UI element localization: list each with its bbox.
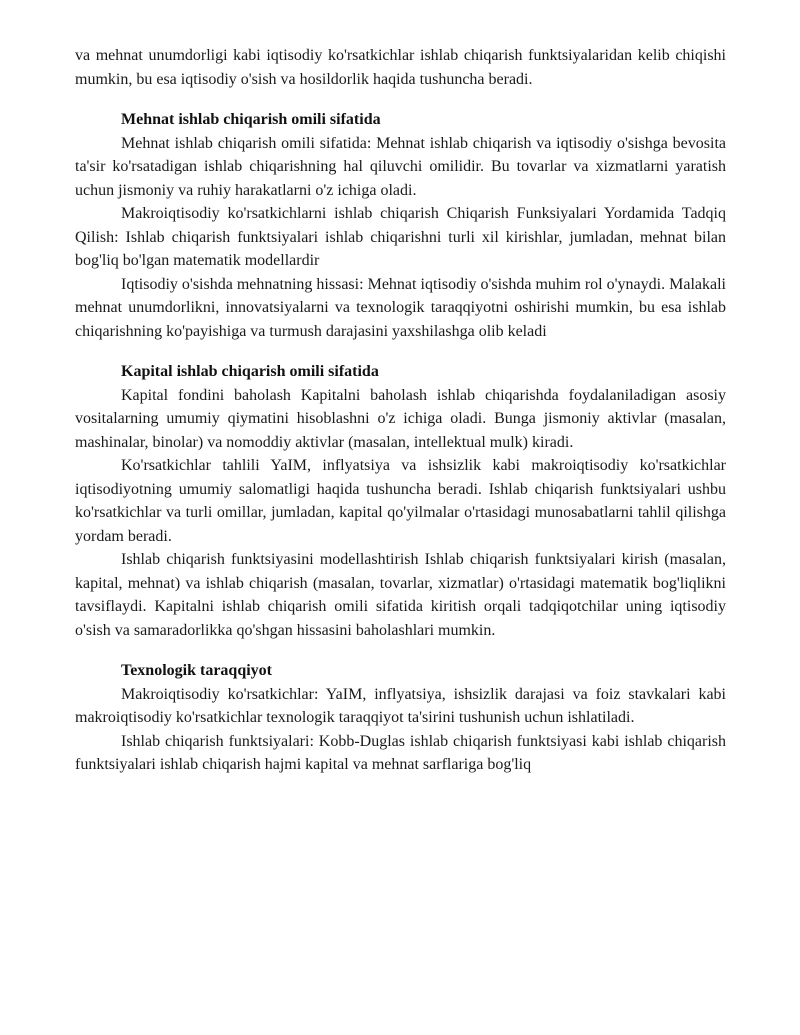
paragraph: Ishlab chiqarish funktsiyalari: Kobb-Duglas ishlab chiqarish funktsiyasi kabi ishlab chiqarish funktsiyalari ishlab chiqarish hajmi kapital va mehnat sarflariga bog'liq [75, 732, 726, 773]
section-technology [75, 659, 726, 777]
intro-paragraph: va mehnat unumdorligi kabi iqtisodiy ko'rsatkichlar ishlab chiqarish funktsiyalaridan kelib chiqishi mumkin, bu esa iqtisodiy o'sish va hosildorlik haqida tushuncha beradi. [75, 47, 726, 88]
section-heading-labor: Mehnat ishlab chiqarish omili sifatida [121, 111, 381, 128]
section-labor [75, 108, 726, 343]
section-capital [75, 360, 726, 642]
paragraph: Kapital fondini baholash Kapitalni baholash ishlab chiqarishda foydalaniladigan asosiy vositalarning umumiy qiymatini hisoblashni o'z ichiga oladi. Bunga jismoniy aktivlar (masalan, mashinalar, binolar) va nomoddiy aktivlar (masalan, intellektual mulk) kiradi. [75, 386, 726, 451]
paragraph: Ishlab chiqarish funktsiyasini modellashtirish Ishlab chiqarish funktsiyalari kirish (masalan, kapital, mehnat) va ishlab chiqarish (masalan, tovarlar, xizmatlar) o'rtasidagi matematik bog'liqlikni tavsiflaydi. Kapitalni ishlab chiqarish omili sifatida kiritish orqali tadqiqotchilar uning iqtisodiy o'sish va samaradorlikka qo'shgan hissasini baholashlari mumkin. [75, 551, 726, 639]
paragraph: Iqtisodiy o'sishda mehnatning hissasi: Mehnat iqtisodiy o'sishda muhim rol o'ynaydi. Malakali mehnat unumdorlikni, innovatsiyalarni va texnologik taraqqiyotni oshirishi mumkin, bu esa ishlab chiqarishning ko'payishiga va turmush darajasini yaxshilashga olib keladi [75, 275, 726, 340]
paragraph: Makroiqtisodiy ko'rsatkichlar: YaIM, inflyatsiya, ishsizlik darajasi va foiz stavkalari kabi makroiqtisodiy ko'rsatkichlar texnologik taraqqiyot ta'sirini tushunish uchun ishlatiladi. [75, 685, 726, 726]
paragraph: Makroiqtisodiy ko'rsatkichlarni ishlab chiqarish Chiqarish Funksiyalari Yordamida Tadqiq Qilish: Ishlab chiqarish funktsiyalari ishlab chiqarishni turli xil kirishlar, jumladan, mehnat bilan bog'liq bo'lgan matematik modellardir [75, 205, 726, 269]
document-page [75, 44, 726, 777]
section-heading-technology: Texnologik taraqqiyot [121, 662, 272, 679]
section-heading-capital: Kapital ishlab chiqarish omili sifatida [121, 363, 379, 380]
paragraph: Ko'rsatkichlar tahlili YaIM, inflyatsiya va ishsizlik kabi makroiqtisodiy ko'rsatkichlar iqtisodiyotning umumiy salomatligi haqida tushuncha beradi. Ishlab chiqarish funktsiyalari ushbu ko'rsatkichlar va turli omillar, jumladan, kapital qo'yilmalar o'rtasidagi munosabatlarni tahlil qilishga yordam beradi. [75, 457, 726, 545]
paragraph: Mehnat ishlab chiqarish omili sifatida: Mehnat ishlab chiqarish va iqtisodiy o'sishga bevosita ta'sir ko'rsatadigan ishlab chiqarishning hal qiluvchi omilidir. Bu tovarlar va xizmatlarni yaratish uchun jismoniy va ruhiy harakatlarni o'z ichiga oladi. [75, 134, 726, 199]
